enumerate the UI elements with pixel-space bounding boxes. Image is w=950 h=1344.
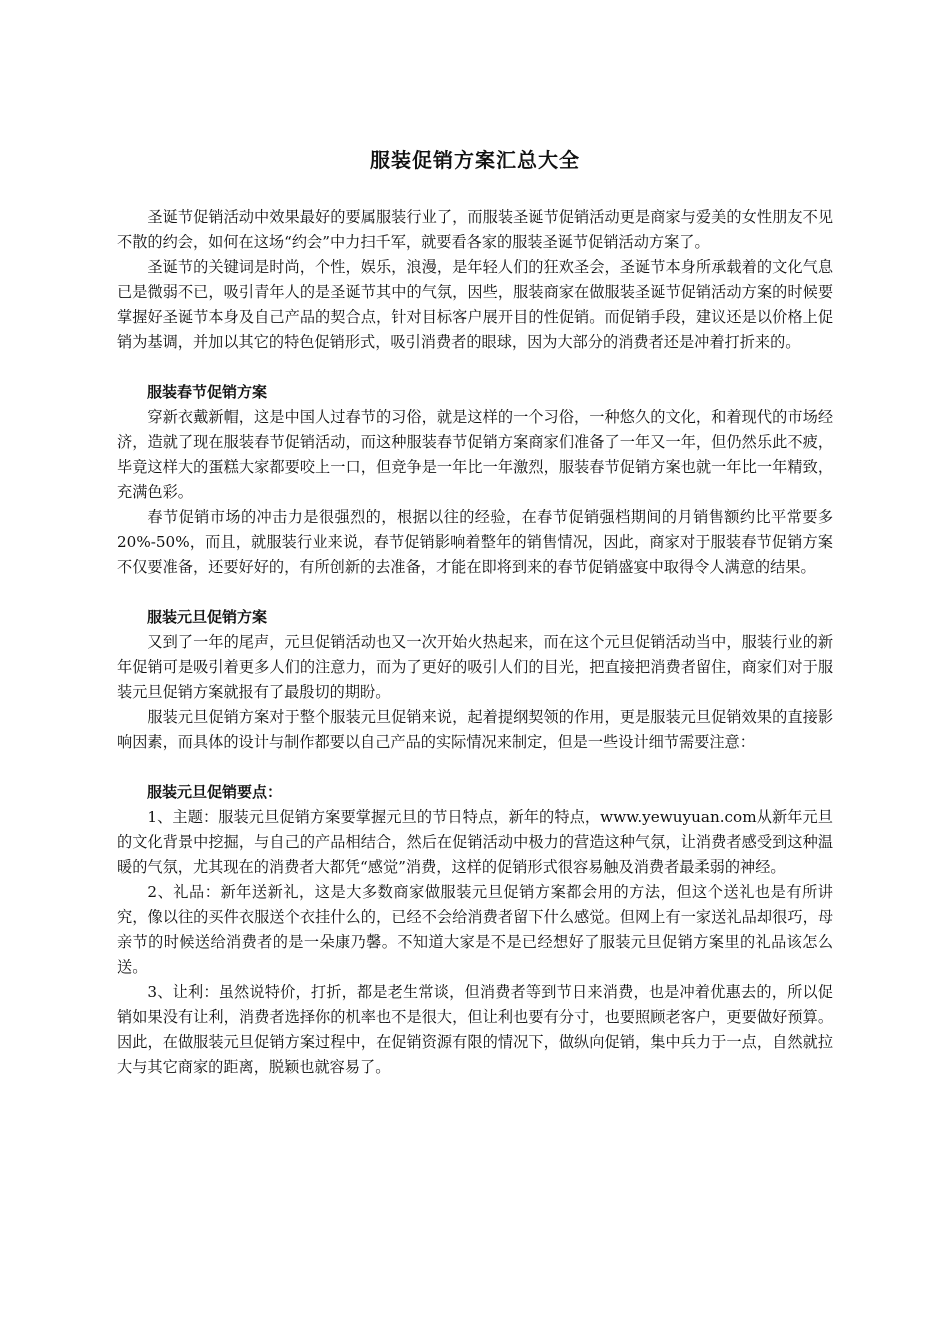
section-heading: 服装元旦促销要点： [147,783,283,801]
section-paragraph: 春节促销市场的冲击力是很强烈的，根据以往的经验，在春节促销强档期间的月销售额约比平常要多20%-50%，而且，就服装行业来说，春节促销影响着整年的销售情况，因此，商家对于服装春节促销方案不仅要准备，还要好好的，有所创新的去准备，才能在即将到来的春节促销盛宴中取得令人满意的结果。 [117,508,833,576]
section-new-year-points [117,780,833,1080]
document-title: 服装促销方案汇总大全 [370,148,580,172]
section-spring-festival [117,380,833,580]
spacer [117,580,833,605]
section-heading: 服装元旦促销方案 [147,608,268,626]
section-paragraph: 1、主题：服装元旦促销方案要掌握元旦的节日特点，新年的特点，www.yewuyuan.com从新年元旦的文化背景中挖掘，与自己的产品相结合，然后在促销活动中极力的营造这种气氛，让消费者感受到这种温暖的气氛，尤其现在的消费者大都凭“感觉”消费，这样的促销形式很容易触及消费者最柔弱的神经。 [117,808,833,876]
section-paragraph: 穿新衣戴新帽，这是中国人过春节的习俗，就是这样的一个习俗，一种悠久的文化，和着现代的市场经济，造就了现在服装春节促销活动，而这种服装春节促销方案商家们准备了一年又一年，但仍然乐此不疲，毕竟这样大的蛋糕大家都要咬上一口，但竞争是一年比一年激烈，服装春节促销方案也就一年比一年精致，充满色彩。 [117,408,833,501]
section-new-year [117,605,833,755]
spacer [117,755,833,780]
section-paragraph: 又到了一年的尾声，元旦促销活动也又一次开始火热起来，而在这个元旦促销活动当中，服装行业的新年促销可是吸引着更多人们的注意力，而为了更好的吸引人们的目光，把直接把消费者留住，商家们对于服装元旦促销方案就报有了最殷切的期盼。 [117,633,833,701]
section-heading: 服装春节促销方案 [147,383,268,401]
intro-paragraph-1: 圣诞节促销活动中效果最好的要属服装行业了，而服装圣诞节促销活动更是商家与爱美的女性朋友不见不散的约会，如何在这场“约会”中力扫千军，就要看各家的服装圣诞节促销活动方案了。 [117,208,833,251]
section-paragraph: 3、让利：虽然说特价，打折，都是老生常谈，但消费者等到节日来消费，也是冲着优惠去的，所以促销如果没有让利，消费者选择你的机率也不是很大，但让利也要有分寸，也要照顾老客户，更要做好预算。因此，在做服装元旦促销方案过程中，在促销资源有限的情况下，做纵向促销，集中兵力于一点，自然就拉大与其它商家的距离，脱颖也就容易了。 [117,983,833,1076]
section-paragraph: 2、礼品：新年送新礼，这是大多数商家做服装元旦促销方案都会用的方法，但这个送礼也是有所讲究，像以往的买件衣服送个衣挂什么的，已经不会给消费者留下什么感觉。但网上有一家送礼品却很巧，母亲节的时候送给消费者的是一朵康乃馨。不知道大家是不是已经想好了服装元旦促销方案里的礼品该怎么送。 [117,883,833,976]
document-body [117,205,833,1080]
intro-paragraph-2: 圣诞节的关键词是时尚，个性，娱乐，浪漫，是年轻人们的狂欢圣会，圣诞节本身所承载着的文化气息已是微弱不已，吸引青年人的是圣诞节其中的气氛，因些，服装商家在做服装圣诞节促销活动方案的时候要掌握好圣诞节本身及自己产品的契合点，针对目标客户展开目的性促销。而促销手段，建议还是以价格上促销为基调，并加以其它的特色促销形式，吸引消费者的眼球，因为大部分的消费者还是冲着打折来的。 [117,258,833,351]
spacer [117,355,833,380]
section-paragraph: 服装元旦促销方案对于整个服装元旦促销来说，起着提纲契领的作用，更是服装元旦促销效果的直接影响因素，而具体的设计与制作都要以自己产品的实际情况来制定，但是一些设计细节需要注意： [117,708,833,751]
